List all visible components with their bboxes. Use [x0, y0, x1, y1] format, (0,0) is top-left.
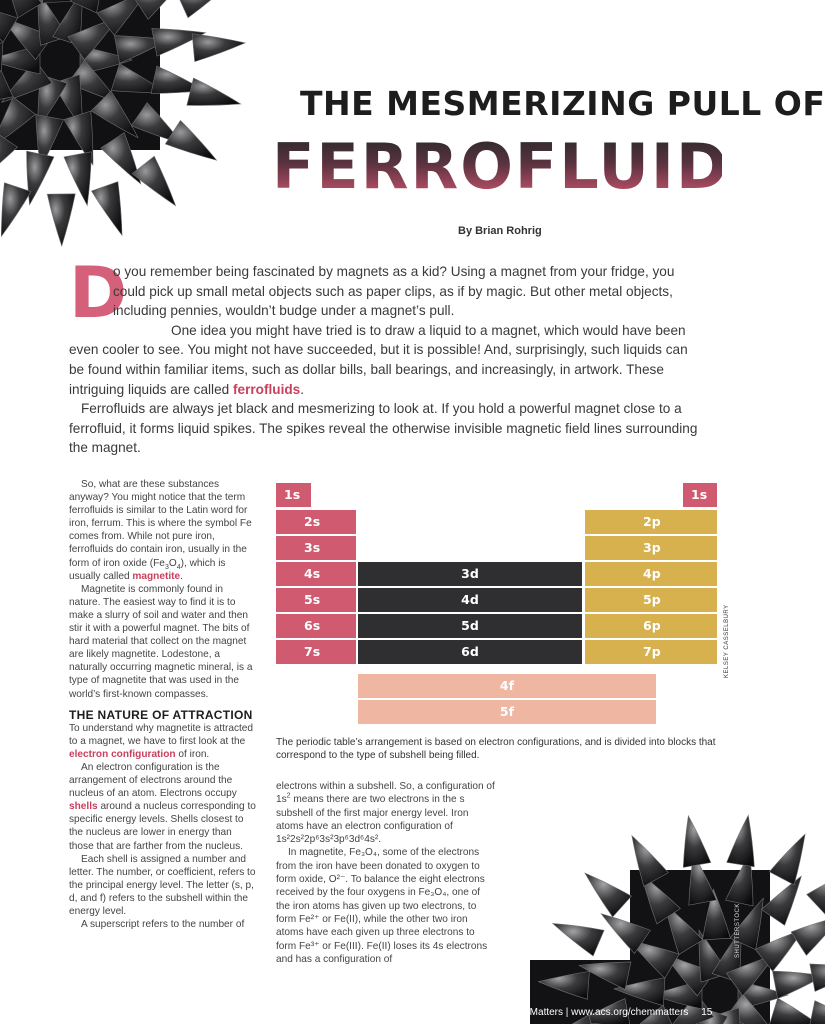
cell-4f: 4f — [358, 674, 656, 698]
figure-caption: The periodic table’s arrangement is based on electron configurations, and is divided into blocks that correspond to the type of subshell being filled. — [276, 737, 716, 761]
intro-p1-text: o you remember being fascinated by magnets as a kid? Using a magnet from your fridge, you could pick up small metal objects such as paper clips, as if by magic. But other metal objects, including pennies, wouldn’t budge under a magnet’s pull. — [113, 264, 675, 319]
intro-p2-end: . — [300, 381, 304, 397]
spike-shape — [809, 1001, 825, 1024]
photo-credit: SHUTTERSTOCK — [735, 903, 741, 958]
col1-p1-end: . — [180, 570, 183, 582]
cell-4p: 4p — [585, 562, 717, 586]
col1-p3-b: of iron. — [178, 748, 210, 760]
cell-2s: 2s — [276, 510, 356, 534]
spike-shape — [192, 34, 245, 62]
spike-shape — [807, 870, 825, 914]
cell-5p: 5p — [585, 588, 717, 612]
spike-shape — [187, 78, 241, 105]
col1-paragraph-1 — [69, 478, 257, 583]
cell-7p: 7p — [585, 640, 717, 664]
spike-shape — [727, 815, 755, 867]
col1-p1-a: So, what are these substances anyway? You might notice that the term ferrofluids is similar to the Latin word for iron, ferrum. This is where the symbol Fe comes from. While not pure iron, ferrofluids do contain iron, usually in the form of iron oxide (Fe — [69, 479, 252, 569]
cell-6p: 6p — [585, 614, 717, 638]
spike-shape — [553, 923, 604, 956]
col2-paragraph-2: In magnetite, Fe₃O₄, some of the electrons from the iron have been donated to oxygen to form oxide, O²⁻. To balance the eight electrons received by the four oxygens in Fe₃O₄, one of the iron atoms has given up two electrons, to form Fe²⁺ or Fe(II), while the other two iron atoms have each given up three electrons to form Fe³⁺ or Fe(III). Fe(II) loses its 4s electrons and has a configuration of — [276, 847, 488, 965]
spike-shape — [47, 194, 75, 246]
cell-1s-left: 1s — [276, 483, 311, 507]
spike-shape — [791, 916, 825, 955]
col1-p4-a: An electron configuration is the arrangement of electrons around the nucleus of an atom. Electrons occupy — [69, 761, 237, 800]
table-credit: KELSEY CASSELBURY — [724, 604, 730, 678]
keyword-ferrofluids: ferrofluids — [232, 381, 301, 397]
ferrofluid-spikes-image-bottom — [510, 760, 768, 1024]
page-number: 15 — [701, 1007, 713, 1018]
footer-publication: ChemMatters | www.acs.org/chemmatters — [503, 1007, 689, 1018]
cell-4s: 4s — [276, 562, 356, 586]
col1-paragraph-6: A superscript refers to the number of — [81, 919, 245, 931]
cell-3p: 3p — [585, 536, 717, 560]
cell-1s-right: 1s — [683, 483, 717, 507]
keyword-shells: shells — [69, 801, 98, 813]
page-footer — [503, 1007, 712, 1018]
title-line-1: THE MESMERIZING PULL OF — [300, 84, 825, 123]
cell-3s: 3s — [276, 536, 356, 560]
col1-p1-b: O — [168, 557, 177, 569]
section-heading: THE NATURE OF ATTRACTION — [69, 707, 253, 722]
col1-p4-b: around a nucleus corresponding to specific energy levels. Shells closest to the nucleus are lower in energy than those that are farther from the nucleus. — [69, 801, 256, 852]
cell-5f: 5f — [358, 700, 656, 724]
cell-3d: 3d — [358, 562, 582, 586]
cell-6s: 6s — [276, 614, 356, 638]
col2-p1-b: means there are two electrons in the s subshell of the first major energy level. Iron atoms have an electron configuration of 1s²2s²2p⁶3s²3p⁶3d⁶4s². — [276, 794, 469, 846]
cell-6d: 6d — [358, 640, 582, 664]
col1-paragraph-3 — [69, 722, 257, 761]
cell-5d: 5d — [358, 614, 582, 638]
ferrofluid-spikes-image-top — [0, 0, 300, 280]
col1-p3-a: To understand why magnetite is attracted to a magnet, we have to first look at the — [69, 722, 254, 747]
col1-paragraph-4 — [69, 761, 257, 853]
title-line-2: FERROFLUIDS — [272, 130, 777, 203]
col2-p1-sup: 2 — [286, 792, 291, 800]
intro-paragraph-3: Ferrofluids are always jet black and mesmerizing to look at. If you hold a powerful magnet close to a ferrofluid, it forms liquid spikes. The spikes reveal the otherwise invisible magnetic field lines surrounding the magnet. — [69, 401, 698, 456]
spike-shape — [165, 120, 216, 160]
spike-shape — [92, 182, 123, 236]
spike-shape — [810, 964, 825, 992]
intro-section — [69, 252, 699, 458]
drop-cap: D — [69, 252, 128, 334]
cell-2p: 2p — [585, 510, 717, 534]
intro-paragraph-1 — [69, 262, 699, 321]
cell-7s: 7s — [276, 640, 356, 664]
cell-5s: 5s — [276, 588, 356, 612]
intro-p2-text: One idea you might have tried is to draw a liquid to a magnet, which would have been even cooler to see. You might not have succeeded, but it is possible! And, surprisingly, such liquids can be found within familiar items, such as dollar bills, ball bearings, and increasingly, in artwork. These intriguing liquids are called — [69, 322, 688, 397]
byline: By Brian Rohrig — [458, 225, 542, 237]
spike-shape — [683, 816, 711, 868]
keyword-magnetite: magnetite — [132, 570, 181, 582]
spike-shape — [1, 183, 31, 237]
col2-paragraph-1 — [276, 780, 496, 846]
body-column-left — [69, 478, 257, 931]
keyword-electron-configuration: electron configuration — [69, 748, 176, 760]
body-column-right — [276, 780, 496, 966]
col1-paragraph-5: Each shell is assigned a number and letter. The number, or coefficient, refers to the principal energy level. The letter (s, p, d, and f) refers to the subshell within the energy level. — [69, 853, 256, 917]
col1-p1-sub1: 3 — [164, 563, 169, 571]
col2-p1-a: electrons within a subshell. So, a configuration of 1s — [276, 781, 495, 806]
spike-shape — [585, 873, 631, 917]
col1-p1-sub2: 4 — [176, 563, 181, 571]
spike-shape — [176, 0, 229, 18]
intro-paragraph-2 — [69, 321, 699, 399]
col1-p1-c: ), which is usually called — [69, 557, 226, 582]
cell-4d: 4d — [358, 588, 582, 612]
col1-paragraph-2: Magnetite is commonly found in nature. The easiest way to find it is to make a slurry of soil and water and then stir it with a powerful magnet. The bits of hard material that collect on the magnet are likely magnetite. Lodestone, a naturally occurring magnetic mineral, is a type of magnetite that was used in the world’s first-known compasses. — [69, 583, 253, 700]
